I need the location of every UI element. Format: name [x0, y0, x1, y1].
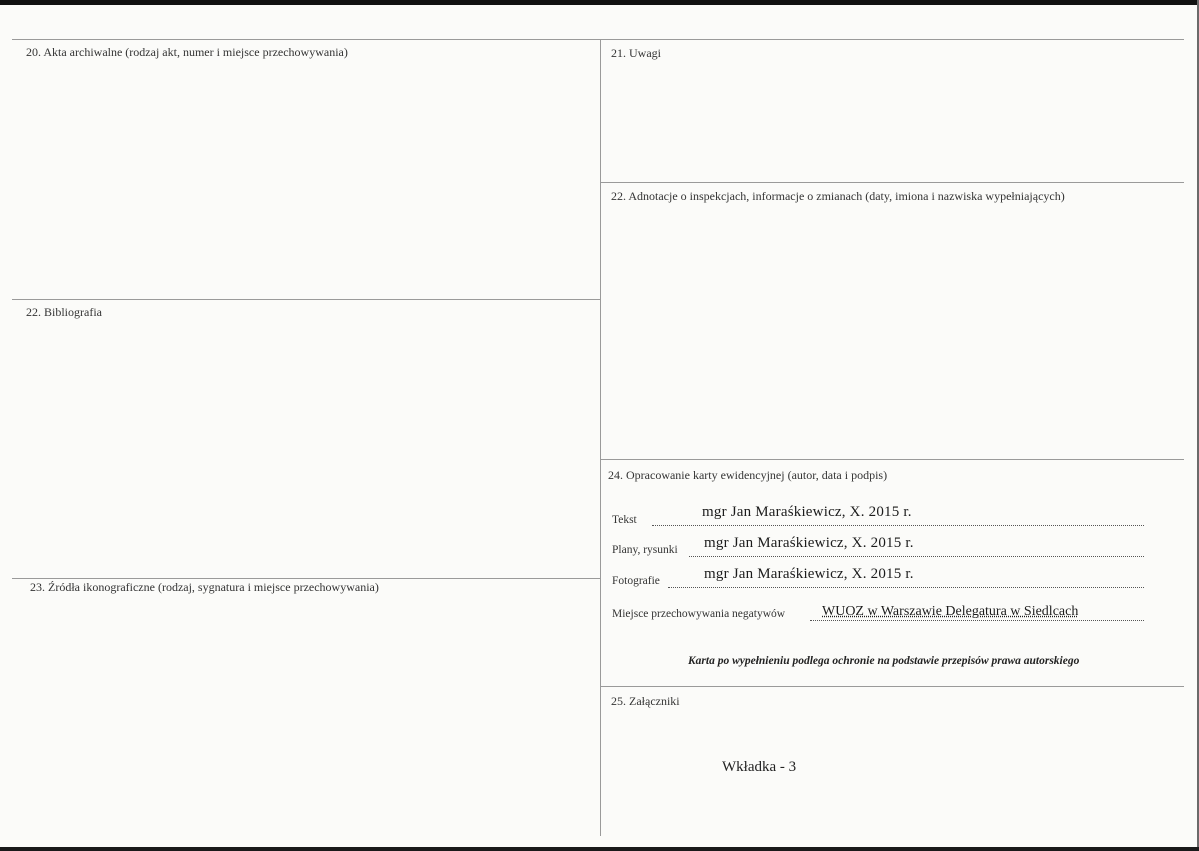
insert-number: Wkładka - 3: [722, 759, 797, 775]
section-23-label: 23. Źródła ikonograficzne (rodzaj, sygnatura i miejsce przechowywania): [30, 580, 379, 594]
form-top-border: [12, 39, 1184, 40]
section-21-label: 21. Uwagi: [611, 46, 661, 60]
text-author-dotted-line: [652, 525, 1144, 526]
section-22-notes-label: 22. Adnotacje o inspekcjach, informacje o zmianach (daty, imiona i nazwiska wypełniających): [611, 189, 1065, 203]
section-25-label: 25. Załączniki: [611, 694, 680, 708]
form-column-divider: [600, 39, 601, 836]
negatives-location-value: WUOZ w Warszawie Delegatura w Siedlcach: [822, 604, 1079, 619]
divider-20-22: [12, 299, 600, 300]
plans-author-value: mgr Jan Maraśkiewicz, X. 2015 r.: [704, 535, 914, 551]
divider-21-22: [600, 182, 1184, 183]
plans-author-dotted-line: [689, 556, 1144, 557]
divider-24-25: [600, 686, 1184, 687]
negatives-location-dotted-line: [810, 620, 1144, 621]
scan-top-edge: [0, 0, 1199, 5]
photos-author-dotted-line: [668, 587, 1144, 588]
photos-author-label: Fotografie: [612, 575, 660, 587]
negatives-location-label: Miejsce przechowywania negatywów: [612, 608, 786, 620]
plans-author-label: Plany, rysunki: [612, 544, 678, 556]
text-author-value: mgr Jan Maraśkiewicz, X. 2015 r.: [702, 504, 912, 520]
divider-22-24: [600, 459, 1184, 460]
text-author-label: Tekst: [612, 514, 637, 526]
scan-bottom-edge: [0, 847, 1199, 851]
divider-22-23: [12, 578, 600, 579]
photos-author-value: mgr Jan Maraśkiewicz, X. 2015 r.: [704, 566, 914, 582]
section-22-bibliography-label: 22. Bibliografia: [26, 305, 102, 319]
copyright-notice: Karta po wypełnieniu podlega ochronie na podstawie przepisów prawa autorskiego: [688, 655, 1080, 667]
section-20-label: 20. Akta archiwalne (rodzaj akt, numer i miejsce przechowywania): [26, 45, 348, 59]
section-24-label: 24. Opracowanie karty ewidencyjnej (autor, data i podpis): [608, 468, 888, 482]
